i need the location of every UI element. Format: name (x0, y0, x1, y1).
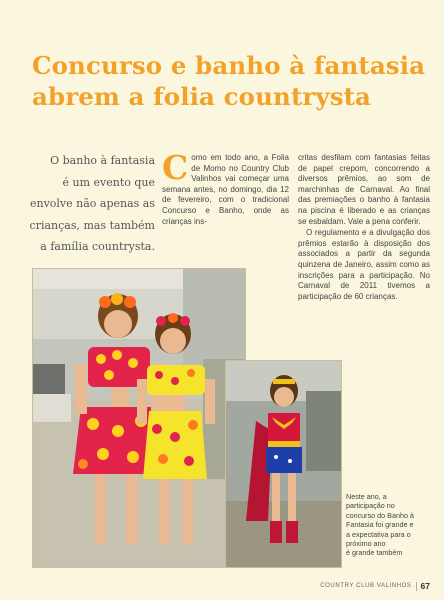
lead-line: envolve não apenas as (29, 197, 155, 210)
article-column-2 (298, 153, 430, 303)
lead-quote (20, 150, 155, 258)
costume-photo-girls (32, 268, 246, 568)
caption-line: Neste ano, a (346, 492, 387, 501)
caption-line: concurso do Banho à (346, 510, 414, 520)
caption-line: a expectativa para o (346, 529, 411, 539)
column-1-text: omo em todo ano, a Folia de Momo no Country Club Valinhos vai começar uma semana antes, no domingo, dia 12 de fevereiro, com o tradicional Concurso e Banho, onde as crianças ins- (162, 153, 289, 226)
title-line-2: abrem a folia countrysta (32, 82, 371, 111)
lead-line: O banho à fantasia (50, 154, 155, 167)
article-title (32, 50, 432, 112)
caption-line: é grande também (346, 548, 403, 558)
lead-line: crianças, mas também (29, 218, 155, 232)
footer-club-name: COUNTRY CLUB VALINHOS (320, 583, 412, 589)
lead-line: a família countrysta. (40, 240, 155, 253)
page-footer (320, 581, 430, 591)
costume-photo-girls-image (33, 269, 245, 567)
drop-cap: C (162, 148, 189, 187)
column-2-paragraph-1: critas desfilam com fantasias feitas de papel crepom, concorrendo a diversos prêmios, ao som de marchinhas de Carnaval. Ao final das premiações o banho à fantasia na piscina é liberado e as crianças se esbaldam. Vale a pena conferir. (298, 153, 430, 226)
lead-line: é um evento que (62, 175, 155, 189)
photo-caption (346, 492, 436, 558)
caption-line: participação no (346, 501, 395, 511)
footer-divider (416, 582, 417, 591)
column-2-paragraph-2: O regulamento e a divulgação dos prêmios estarão à disposição dos associados a partir da segunda quinzena de Janeiro, assim como as inscrições para a participação. No Carnaval de 2011 tivemos a participação de 60 crianças. (298, 228, 430, 301)
costume-photo-wonder-woman-image (226, 361, 341, 567)
caption-line: Fantasia foi grande e (346, 520, 414, 530)
caption-line: próximo ano (346, 539, 386, 549)
costume-photo-wonder-woman (225, 360, 342, 568)
title-line-1: Concurso e banho à fantasia (32, 51, 426, 80)
article-column-1 (162, 148, 289, 227)
page-number: 67 (420, 581, 430, 591)
